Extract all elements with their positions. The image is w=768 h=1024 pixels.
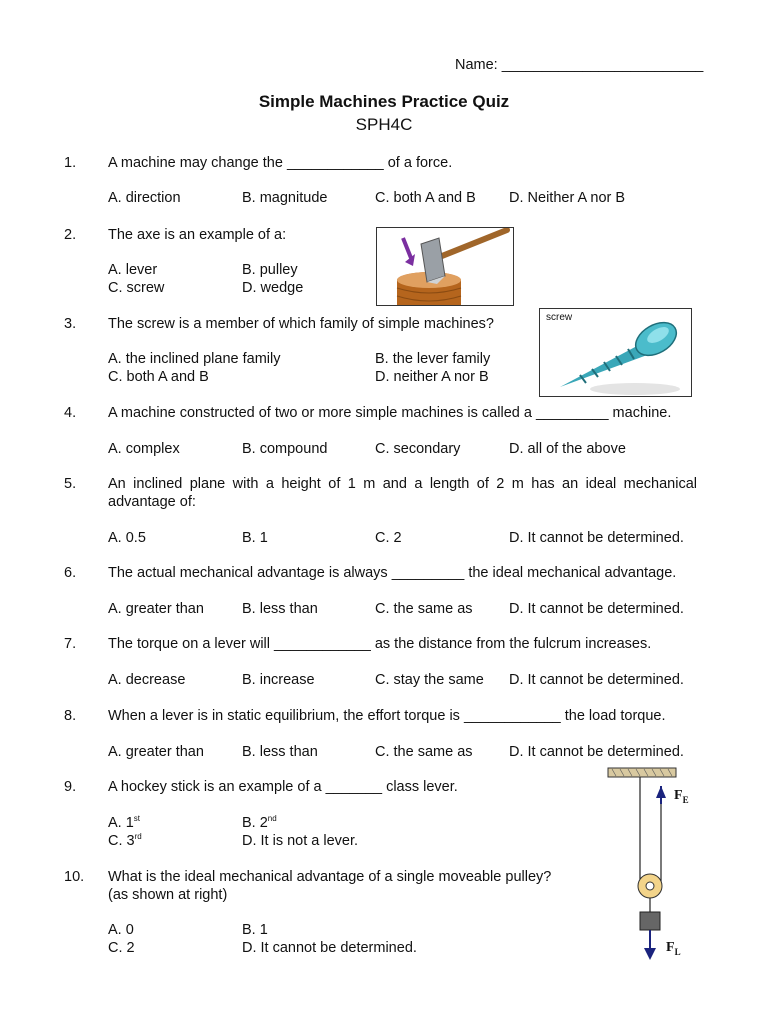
option-ordinal: rd <box>134 832 142 842</box>
question-number: 1. <box>64 155 77 171</box>
option[interactable]: B. magnitude <box>242 190 328 206</box>
question-number: 6. <box>64 565 77 581</box>
option-prefix: B. 2 <box>242 815 268 831</box>
question-text: A machine may change the ____________ of a force. <box>108 155 453 171</box>
option[interactable]: B. pulley <box>242 262 298 278</box>
question-number: 7. <box>64 636 77 652</box>
effort-force-label <box>674 788 689 805</box>
option[interactable]: C. 2 <box>108 940 135 956</box>
option[interactable]: D. It cannot be determined. <box>509 672 684 688</box>
question-text: The axe is an example of a: <box>108 227 287 243</box>
screw-label: screw <box>546 312 573 323</box>
axe-icon <box>377 228 513 305</box>
option[interactable]: A. direction <box>108 190 181 206</box>
option-ordinal: st <box>133 814 141 824</box>
option[interactable] <box>108 832 142 850</box>
option-prefix: C. 3 <box>108 833 135 849</box>
option[interactable]: C. secondary <box>375 441 461 457</box>
question-text: What is the ideal mechanical advantage of a single moveable pulley? <box>108 869 552 885</box>
page-subtitle: SPH4C <box>355 115 413 134</box>
question-text-note: (as shown at right) <box>108 887 228 903</box>
effort-force-subscript: E <box>682 794 689 805</box>
pulley-icon <box>606 764 716 974</box>
question-number: 2. <box>64 227 77 243</box>
name-field[interactable]: Name: _________________________ <box>455 57 704 73</box>
option[interactable]: A. the inclined plane family <box>108 351 281 367</box>
option[interactable]: D. It cannot be determined. <box>509 530 684 546</box>
option[interactable]: B. less than <box>242 744 318 760</box>
question-text: A hockey stick is an example of a _______ class lever. <box>108 779 458 795</box>
question-number: 3. <box>64 316 77 332</box>
option[interactable]: D. It cannot be determined. <box>509 601 684 617</box>
axe-figure <box>376 227 514 306</box>
option[interactable]: C. both A and B <box>375 190 476 206</box>
question-number: 9. <box>64 779 77 795</box>
option[interactable]: A. lever <box>108 262 158 278</box>
option[interactable]: A. greater than <box>108 601 204 617</box>
option[interactable]: C. the same as <box>375 601 473 617</box>
question-text: An inclined plane with a height of 1 m and a length of 2 m has an ideal mechanical advantage of: <box>108 476 697 510</box>
question-text: The actual mechanical advantage is always _________ the ideal mechanical advantage. <box>108 565 677 581</box>
option[interactable]: C. both A and B <box>108 369 209 385</box>
question-text: A machine constructed of two or more simple machines is called a _________ machine. <box>108 405 672 421</box>
option[interactable]: A. 0.5 <box>108 530 146 546</box>
question-text: When a lever is in static equilibrium, the effort torque is ____________ the load torque. <box>108 708 666 724</box>
option[interactable]: C. 2 <box>375 530 402 546</box>
option[interactable]: B. 1 <box>242 530 268 546</box>
option[interactable]: C. stay the same <box>375 672 484 688</box>
page-title: Simple Machines Practice Quiz <box>258 92 510 111</box>
question-text: The screw is a member of which family of simple machines? <box>108 316 494 332</box>
option[interactable]: D. It cannot be determined. <box>242 940 417 956</box>
option-prefix: D. It is not a lever. <box>242 833 359 849</box>
question-text: The torque on a lever will ____________ as the distance from the fulcrum increases. <box>108 636 652 652</box>
option[interactable]: D. Neither A nor B <box>509 190 626 206</box>
option[interactable]: D. neither A nor B <box>375 369 489 385</box>
option[interactable]: B. 1 <box>242 922 268 938</box>
question-number: 4. <box>64 405 77 421</box>
load-force-symbol: F <box>666 940 675 955</box>
option[interactable] <box>242 814 277 832</box>
option[interactable]: C. the same as <box>375 744 473 760</box>
option-ordinal: nd <box>267 814 277 824</box>
option[interactable]: D. It cannot be determined. <box>509 744 684 760</box>
option-prefix: A. 1 <box>108 815 134 831</box>
option[interactable]: A. 0 <box>108 922 134 938</box>
option[interactable]: A. complex <box>108 441 180 457</box>
option[interactable]: B. increase <box>242 672 315 688</box>
option[interactable] <box>242 832 358 850</box>
option[interactable]: B. the lever family <box>375 351 491 367</box>
pulley-figure <box>606 764 716 974</box>
option[interactable] <box>108 814 140 832</box>
screw-figure <box>539 308 692 397</box>
option[interactable]: D. all of the above <box>509 441 626 457</box>
question-number: 5. <box>64 476 77 492</box>
load-force-subscript: L <box>674 946 681 957</box>
question-number: 8. <box>64 708 77 724</box>
option[interactable]: C. screw <box>108 280 165 296</box>
option[interactable]: A. greater than <box>108 744 204 760</box>
option[interactable]: D. wedge <box>242 280 304 296</box>
question-number: 10. <box>64 869 85 885</box>
option[interactable]: A. decrease <box>108 672 186 688</box>
effort-force-symbol: F <box>674 788 683 803</box>
option[interactable]: B. compound <box>242 441 328 457</box>
option[interactable]: B. less than <box>242 601 318 617</box>
load-force-label <box>666 940 681 957</box>
